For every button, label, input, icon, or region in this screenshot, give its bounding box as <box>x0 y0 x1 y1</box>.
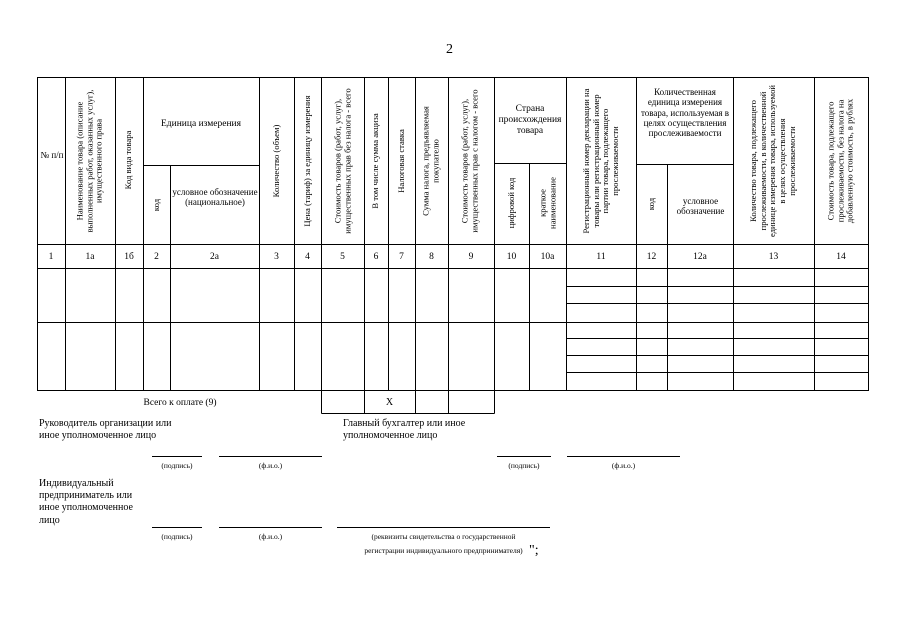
column-number-1a: 1а <box>85 252 95 262</box>
header-trace-unit-name: условное обозначение <box>676 196 725 217</box>
requisites-caption-line-2: регистрации индивидуального предпринимателя) <box>364 546 523 555</box>
head-name-caption: (ф.и.о.) <box>258 461 283 470</box>
column-number-12a: 12а <box>693 252 707 262</box>
column-number-5: 5 <box>340 252 345 262</box>
column-number-3: 3 <box>274 252 279 262</box>
column-number-14: 14 <box>836 252 846 262</box>
header-tax-rate: Налоговая ставка <box>396 129 407 193</box>
entrepreneur-requisites-line <box>337 527 550 528</box>
header-declaration-number: Регистрационный номер декларации на товары или регистрационный номер партии товара, подлежащего прослеживаемости <box>580 88 620 234</box>
column-number-10a: 10а <box>540 252 555 262</box>
entrepreneur-signature-line <box>152 527 202 528</box>
header-unit-group: Единица измерения <box>161 119 241 129</box>
header-country-code: цифровой код <box>506 177 517 229</box>
entrepreneur-label: Индивидуальный предприниматель или иное уполномоченное лицо <box>39 478 133 526</box>
header-trace-cost: Стоимость товара, подлежащего прослеживаемости, без налога на добавленную стоимость, в рублях <box>825 98 855 224</box>
header-product-type-code: Код вида товара <box>123 130 134 190</box>
header-cost-without-tax: Стоимость товаров (работ, услуг), имущественных прав без налога - всего <box>332 88 352 234</box>
column-number-2a: 2а <box>210 252 219 262</box>
accountant-signature-caption: (подпись) <box>508 461 540 470</box>
header-cost-with-tax: Стоимость товаров (работ, услуг), имущественных прав с налогом - всего <box>459 89 479 233</box>
page-number: 2 <box>446 42 453 57</box>
head-name-line <box>219 456 322 457</box>
header-tax-amount: Сумма налога, предъявляемая покупателю <box>420 106 440 216</box>
column-number-1b: 1б <box>124 252 134 262</box>
column-number-11: 11 <box>596 252 606 262</box>
header-excise: В том числе сумма акциза <box>370 113 381 209</box>
column-number-2: 2 <box>154 252 159 262</box>
header-trace-unit-code: код <box>646 197 657 211</box>
header-trace-unit-group: Количественная единица измерения товара, используемая в целях осуществления прослеживаемости <box>640 87 730 139</box>
entrepreneur-name-line <box>219 527 322 528</box>
total-excise-mark: X <box>385 397 394 408</box>
head-of-organization-label: Руководитель организации или иное уполномоченное лицо <box>39 418 172 442</box>
column-number-10: 10 <box>506 252 517 262</box>
head-signature-caption: (подпись) <box>161 461 193 470</box>
accountant-name-line <box>567 456 680 457</box>
accountant-name-caption: (ф.и.о.) <box>611 461 636 470</box>
header-unit-name: условное обозначение (национальное) <box>172 187 258 208</box>
column-number-7: 7 <box>399 252 404 262</box>
column-number-8: 8 <box>429 252 434 262</box>
requisites-caption-line-1: (реквизиты свидетельства о государственной <box>371 532 516 541</box>
header-trace-quantity: Количество товара, подлежащего прослеживаемости, в количественной единице измерения товара, используемой в целях осуществления прослеживаемости <box>747 84 797 238</box>
accountant-signature-line <box>497 456 551 457</box>
header-row-number: № п/п <box>40 150 64 160</box>
header-country-name: краткое наименование <box>537 177 557 229</box>
column-number-9: 9 <box>468 252 474 262</box>
header-quantity: Количество (объем) <box>271 124 282 198</box>
column-number-13: 13 <box>768 252 779 262</box>
header-country-group: Страна происхождения товара <box>498 104 562 136</box>
entrepreneur-signature-caption: (подпись) <box>161 532 193 541</box>
column-number-12: 12 <box>646 252 657 262</box>
column-number-6: 6 <box>373 252 379 262</box>
chief-accountant-label: Главный бухгалтер или иное уполномоченное лицо <box>343 418 466 442</box>
column-number-1: 1 <box>48 252 54 262</box>
header-price: Цена (тариф) за единицу измерения <box>302 95 313 227</box>
header-unit-code: код <box>151 198 162 212</box>
column-number-4: 4 <box>305 252 310 262</box>
head-signature-line <box>152 456 202 457</box>
total-to-pay-label: Всего к оплате (9) <box>143 398 217 408</box>
entrepreneur-name-caption: (ф.и.о.) <box>258 532 283 541</box>
header-product-name: Наименование товара (описание выполненных работ, оказанных услуг), имущественного права <box>74 89 104 233</box>
closing-quote-mark: "; <box>529 543 539 558</box>
